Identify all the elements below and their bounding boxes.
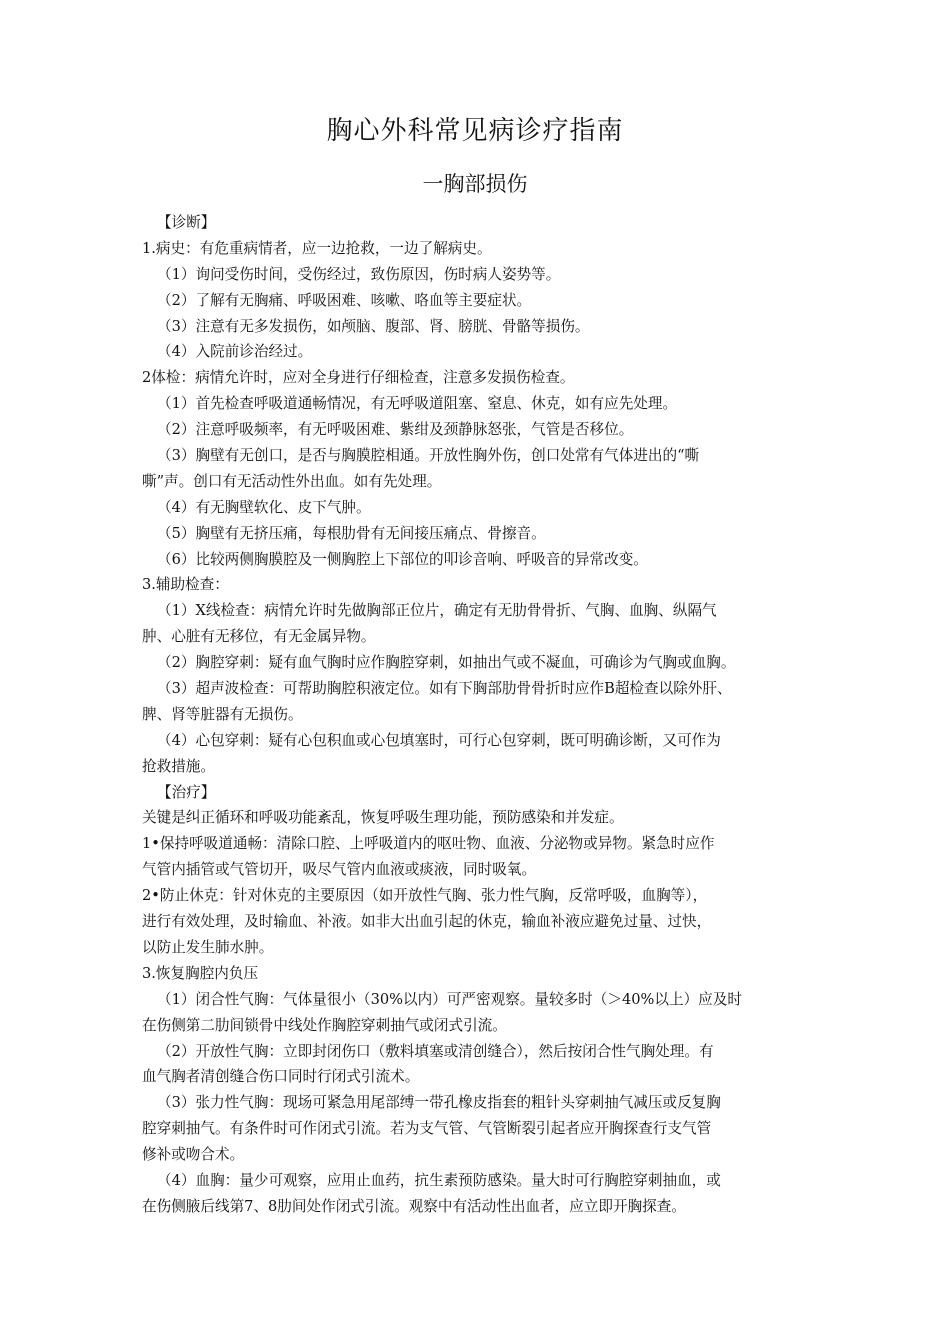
text-line: （2）了解有无胸痛、呼吸困难、咳嗽、咯血等主要症状。: [157, 291, 532, 309]
text-line: （1）首先检查呼吸道通畅情况，有无呼吸道阻塞、窒息、休克，如有应先处理。: [157, 395, 678, 413]
text-line: 气管内插管或气管切开，吸尽气管内血液或痰液，同时吸氧。: [142, 861, 537, 879]
text-line: 2体检：病情允许时，应对全身进行仔细检查，注意多发损伤检查。: [142, 369, 575, 387]
text-line: （1）询问受伤时间，受伤经过，致伤原因，伤时病人姿势等。: [157, 265, 561, 283]
text-line: 【治疗】: [157, 783, 216, 801]
text-line: （4）有无胸壁软化、皮下气肿。: [157, 498, 371, 516]
text-line: 在伤侧第二肋间锁骨中线处作胸腔穿刺抽气或闭式引流。: [142, 1016, 507, 1034]
document-body: [142, 210, 824, 1220]
text-line: 3.辅助检查：: [142, 576, 229, 594]
text-line: （4）血胸：量少可观察，应用止血药，抗生素预防感染。量大时可行胸腔穿刺抽血，或: [157, 1171, 721, 1189]
text-line: 血气胸者清创缝合伤口同时行闭式引流术。: [142, 1068, 420, 1086]
text-line: 腔穿刺抽气。有条件时可作闭式引流。若为支气管、气管断裂引起者应开胸探查行支气管: [142, 1120, 712, 1138]
text-line: （5）胸壁有无挤压痛，每根肋骨有无间接压痛点、骨擦音。: [157, 524, 546, 542]
text-line: （6）比较两侧胸膜腔及一侧胸腔上下部位的叩诊音响、呼吸音的异常改变。: [157, 550, 648, 568]
document-title: 胸心外科常见病诊疗指南: [326, 116, 624, 146]
text-line: （4）心包穿刺：疑有心包积血或心包填塞时，可行心包穿刺，既可明确诊断，又可作为: [157, 731, 721, 749]
text-line: （3）胸壁有无创口，是否与胸膜腔相通。开放性胸外伤，创口处常有气体进出的“嘶: [157, 447, 700, 465]
text-line: （4）入院前诊治经过。: [157, 343, 313, 361]
text-line: （2）胸腔穿刺：疑有血气胸时应作胸腔穿刺，如抽出气或不凝血，可确诊为气胸或血胸。: [157, 654, 736, 672]
text-line: 抢救措施。: [142, 757, 215, 775]
text-line: 肿、心脏有无移位，有无金属异物。: [142, 628, 376, 646]
text-line: （2）注意呼吸频率，有无呼吸困难、紫绀及颈静脉怒张，气管是否移位。: [157, 421, 634, 439]
text-line: 关键是纠正循环和呼吸功能紊乱，恢复呼吸生理功能，预防感染和并发症。: [142, 809, 624, 827]
text-line: 1.病史：有危重病情者，应一边抢救，一边了解病史。: [142, 239, 492, 257]
text-line: （1）X线检查：病情允许时先做胸部正位片，确定有无肋骨骨折、气胸、血胸、纵隔气: [157, 602, 717, 620]
text-line: 嘶”声。创口有无活动性外出血。如有先处理。: [142, 472, 442, 490]
text-line: （1）闭合性气胸：气体量很小（30%以内）可严密观察。量较多时（＞40%以上）应及时: [157, 990, 742, 1008]
text-line: 在伤侧腋后线第7、8肋间处作闭式引流。观察中有活动性出血者，应立即开胸探查。: [142, 1197, 686, 1215]
text-line: （2）开放性气胸：立即封闭伤口（敷料填塞或清创缝合），然后按闭合性气胸处理。有: [157, 1042, 714, 1060]
text-line: （3）张力性气胸：现场可紧急用尾部缚一带孔橡皮指套的粗针头穿刺抽气减压或反复胸: [157, 1094, 721, 1112]
text-line: 进行有效处理，及时输血、补液。如非大出血引起的休克，输血补液应避免过量、过快，: [142, 913, 712, 931]
text-line: 以防止发生肺水肿。: [142, 938, 274, 956]
text-line: 脾、肾等脏器有无损伤。: [142, 705, 303, 723]
text-line: 修补或吻合术。: [142, 1146, 245, 1164]
text-line: 【诊断】: [157, 214, 216, 231]
text-line: 2•防止休克：针对休克的主要原因（如开放性气胸、张力性气胸，反常呼吸，血胸等），: [142, 887, 708, 905]
text-line: （3）超声波检查：可帮助胸腔积液定位。如有下胸部肋骨骨折时应作B超检查以除外肝、: [157, 680, 732, 698]
text-line: 3.恢复胸腔内负压: [142, 964, 259, 982]
section-subtitle: 一胸部损伤: [422, 172, 528, 196]
text-line: （3）注意有无多发损伤，如颅脑、腹部、肾、膀胱、骨骼等损伤。: [157, 317, 590, 335]
text-line: 1•保持呼吸道通畅：清除口腔、上呼吸道内的呕吐物、血液、分泌物或异物。紧急时应作: [142, 835, 715, 853]
